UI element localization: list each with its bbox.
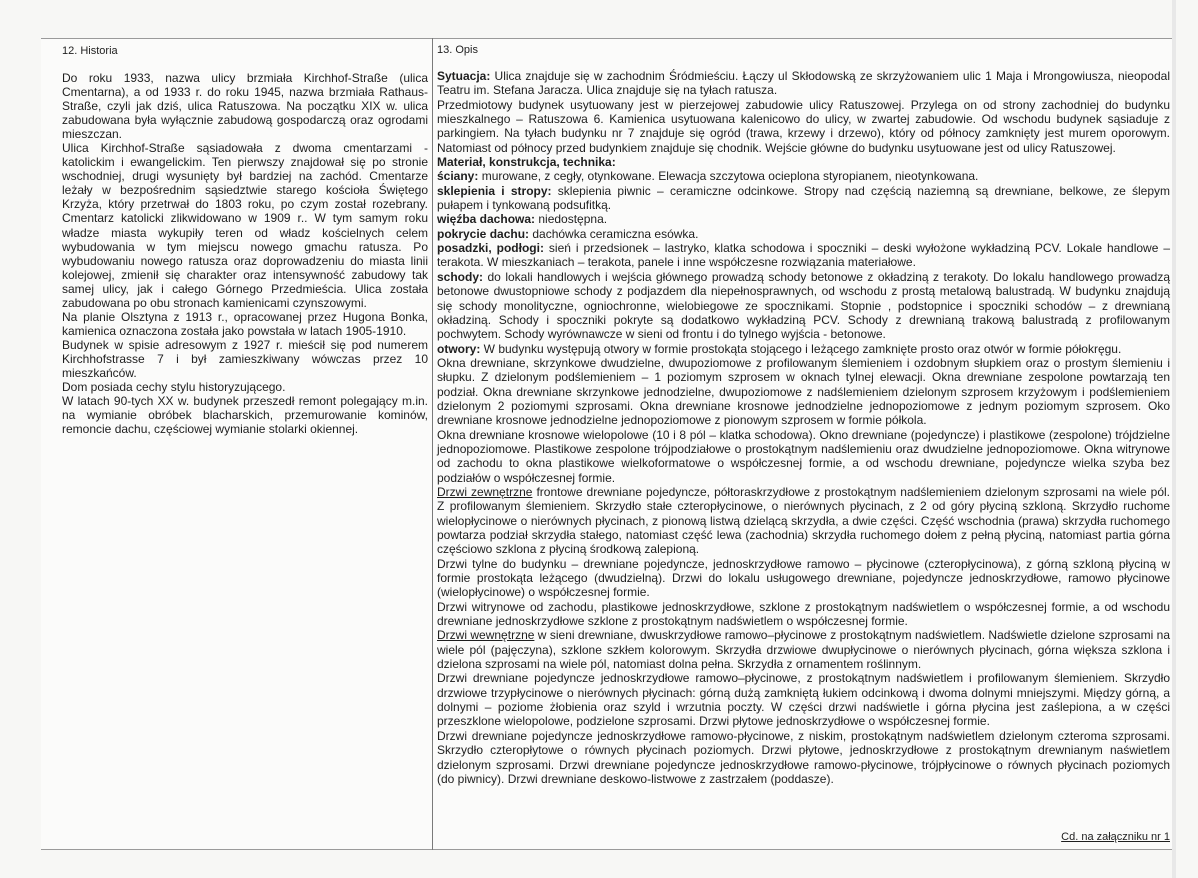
okna-paragraph: Okna drewniane, skrzynkowe dwudzielne, dwupoziomowe z profilowanym ślemieniem i ozdobnym słupkiem oraz o prostym ślemieniu i słupku. Z dzielonym podślemieniem – 1 poziomym szprosem w oknach tylnej elewacji. Okna drewniane zespolone powtarzają ten podział. Okna drewniane skrzynkowe jednodzielne, dwupoziomowe z nadślemieniem dzielonym szprosem krzyżowym i podślemieniem dzielonym 2 poziomymi szprosami. Okna drewniane krosnowe jednodzielne jednopoziomowe z jednym poziomym szprosem. Oko drewniane krosnowe jednodzielne jednopoziomowe z pionowym szprosem w formie półkola. (437, 355, 1170, 428)
opis-column (437, 69, 1170, 786)
section-heading-opis: 13. Opis (437, 44, 478, 56)
drzwi-drewniane-paragraph: Drzwi drewniane pojedyncze jednoskrzydłowe ramowo-płycinowe, z niskim, prostokątnym nadświetlem dzielonym czteroma szprosami. Skrzydło czteropłytowe o równych płycinach poziomych. Drzwi płytowe, jednoskrzydłowe z prostokątnym drewnianym naświetlem dzielonym szprosami. Drzwi drewniane pojedyncze jednoskrzydłowe ramowo-płycinowe, trójpłycinowe o równych płycinach poziomych (do piwnicy). Drzwi drewniane deskowo-listwowe z zastrzałem (poddasze). (437, 728, 1170, 786)
page-edge (1172, 0, 1176, 878)
pokrycie-paragraph: pokrycie dachu: dachówka ceramiczna esówka. (437, 226, 699, 241)
drzwi-wewnetrzne-paragraph: Drzwi wewnętrzne w sieni drewniane, dwuskrzydłowe ramowo–płycinowe z prostokątnym nadświetlem. Nadświetle dzielone szprosami na wiele pól (pajęczyna), szklone szkłem kolorowym. Skrzydła drzwiowe dwupłycinowe o nierównych płycinach, górna większa szklona i dzielona szprosami na wiele pól, natomiast dolna pełna. Skrzydła z ornamentem roślinnym. (437, 628, 1171, 672)
opis-budynku-paragraph: Przedmiotowy budynek usytuowany jest w pierzejowej zabudowie ulicy Ratuszowej. Przylega on od strony zachodniej do budynku mieszkalnego – Ratuszowa 6. Kamienica usytuowana kalenicowo do ulicy, w zwartej zabudowie. Od wschodu budynek sąsiaduje z parkingiem. Na tyłach budynku nr 7 znajduje się ogród (trawa, krzewy i drzewo), który od północy zamknięty jest murem oporowym. Natomiast od północy przed budynkiem znajduje się chodnik. Wejście główne do budynku usytuowane jest od ulicy Ratuszowej. (437, 97, 1170, 155)
drzwi-drewniane-paragraph: Drzwi drewniane pojedyncze jednoskrzydłowe ramowo–płycinowe, z prostokątnym nadświetlem i profilowanym ślemieniem. Skrzydło drzwiowe trzypłycinowe o nierównych płycinach: górną dużą zamkniętą łukiem odcinkową i dwoma dolnymi mniejszymi. Między górną, a dolnymi – poziome żłobienia oraz szyld i wrzutnia poczty. W części drzwi nadświetle i górna płycina jest zaślepiona, a w części przeszklone wielopolowe, podzielone szprosami. Drzwi płytowe jednoskrzydłowe o współczesnej formie. (437, 671, 1170, 729)
drzwi-zewnetrzne-paragraph: Drzwi zewnętrzne frontowe drewniane pojedyncze, półtoraskrzydłowe z prostokątnym nadślemieniem dzielonym szprosami na wiele pól. Z profilowanym ślemieniem. Skrzydło stałe czteropłycinowe, o nierównych płycinach, z 2 od góry płyciną szkloną. Skrzydło ruchome wielopłycinowe o nierównych płycinach, z pionową listwą dzielącą skrzydła, a dwie części. Część wschodnia (prawa) skrzydła ruchomego powtarza podział skrzydła stałego, natomiast część lewa (zachodnia) skrzydła ruchomego dołem z pełną płyciną, natomiast partia górna częściowo szklona z płyciną środkową zalepioną. (437, 484, 1171, 557)
top-border (41, 38, 1172, 39)
historia-paragraph: Na planie Olsztyna z 1913 r., opracowanej przez Hugona Bonka, kamienica oznaczona została jako powstała w latach 1905-1910. (62, 309, 428, 338)
historia-paragraph: Ulica Kirchhof-Straße sąsiadowała z dwoma cmentarzami - katolickim i ewangelickim. Ten pierwszy znajdował się po stronie wschodniej, drugi wysunięty był bardziej na zachód. Cmentarze leżały w bezpośrednim sąsiedztwie starego kościoła Świętego Krzyża, który przetrwał do 1803 roku, po czym został rozebrany. Cmentarz katolicki zlikwidowano w 1909 r.. W tym samym roku władze miasta wykupiły teren od władz kościelnych celem wybudowania w tym miejscu nowego gmachu ratusza. Po wybudowaniu nowego ratusza oraz doprowadzeniu do miasta linii kolejowej, zmienił się charakter oraz intensywność zabudowy tak samej ulicy, jak i całego Górnego Przedmieścia. Ulica została zabudowana po obu stronach kamienicami czynszowymi. (62, 141, 428, 310)
historia-paragraph: Dom posiada cechy stylu historyzującego. (62, 380, 286, 395)
material-heading: Materiał, konstrukcja, technika: (437, 155, 616, 170)
historia-paragraph: W latach 90-tych XX w. budynek przeszedł remont polegający m.in. na wymianie obróbek blacharskich, przemurowanie kominów, remoncie dachu, częściowej wymianie stolarki okiennej. (62, 394, 428, 437)
schody-paragraph: schody: do lokali handlowych i wejścia głównego prowadzą schody betonowe z okładziną z terakoty. Do lokalu handlowego prowadzą betonowe dwustopniowe schody z podjazdem dla niepełnosprawnych, od wschodu z prostą metalową balustradą. W budynku znajdują się schody monolityczne, ogniochronne, wielobiegowe ze spocznikami. Stopnie , podstopnice i spoczniki schodów – z drewnianą okładziną. Schody i spoczniki pokryte są dodatkowo wykładziną PCV. Schody z drewnianą trakową balustradą z profilowanym pochwytem. Schody wyrównawcze w sieni od frontu i do tylnego wyjścia - betonowe. (437, 269, 1170, 342)
posadzki-paragraph: posadzki, podłogi: sień i przedsionek – lastryko, klatka schodowa i spoczniki – deski wyłożone wykładziną PCV. Lokale handlowe – terakota. W mieszkaniach – terakota, panele i inne współczesne rozwiązania materiałowe. (437, 241, 1171, 270)
historia-column (62, 71, 428, 436)
continuation-note: Cd. na załączniku nr 1 (1061, 831, 1170, 843)
historia-paragraph: Do roku 1933, nazwa ulicy brzmiała Kirchhof-Straße (ulica Cmentarna), a od 1933 r. do roku 1945, nazwa brzmiała Rathaus-Straße, czyli jak dziś, ulica Ratuszowa. Na początku XIX w. ulica zabudowana była wyłącznie zabudową gospodarczą oraz ogrodami mieszczan. (62, 71, 428, 142)
sklepienia-paragraph: sklepienia i stropy: sklepienia piwnic – ceramiczne odcinkowe. Stropy nad częścią naziemną są drewniane, belkowe, ze ślepym pułapem i tynkowaną podsufitką. (437, 183, 1171, 213)
historia-paragraph: Budynek w spisie adresowym z 1927 r. mieścił się pod numerem Kirchhofstrasse 7 i był zamieszkiwany wówczas przez 10 mieszkańców. (62, 337, 428, 380)
okna-paragraph: Okna drewniane krosnowe wielopolowe (10 i 8 pól – klatka schodowa). Okno drewniane (pojedyncze) i plastikowe (zespolone) trójdzielne jednopoziomowe. Plastikowe zespolone trójpodziałowe o prostokątnym nadślemieniu oraz dwudzielne jednopoziomowe. Okna witrynowe od zachodu to okna plastikowe wielkoformatowe o współczesnej formie, a od wschodu drewniane, pojedyncze wielka szyba bez podziałów o współczesnej formie. (437, 427, 1170, 485)
otwory-paragraph: otwory: W budynku występują otwory w formie prostokąta stojącego i leżącego zamknięte prosto oraz otwór w formie półokręgu. (437, 341, 1122, 356)
sytuacja-label: Sytuacja: (437, 69, 491, 83)
drzwi-witrynowe-paragraph: Drzwi witrynowe od zachodu, plastikowe jednoskrzydłowe, szklone z prostokątnym nadświetlem o współczesnej formie, a od wschodu drewniane jednoskrzydłowe szklone z prostokątnym nadświetlem o współczesnej formie. (437, 599, 1170, 629)
wiezba-paragraph: więźba dachowa: niedostępna. (437, 212, 608, 227)
sytuacja-paragraph: Sytuacja: Ulica znajduje się w zachodnim Śródmieściu. Łączy ul Skłodowską ze skrzyżowaniem ulic 1 Maja i Mrongowiusza, nieopodal Teatru im. Stefana Jaracza. Ulica znajduje się na tyłach ratusza. (437, 69, 1170, 98)
sciany-paragraph: ściany: murowane, z cegły, otynkowane. Elewacja szczytowa ocieplona styropianem, nieotynkowana. (437, 169, 979, 184)
section-heading-historia: 12. Historia (62, 45, 118, 57)
bottom-border (41, 849, 1172, 850)
column-divider (432, 38, 433, 850)
drzwi-tylne-paragraph: Drzwi tylne do budynku – drewniane pojedyncze, jednoskrzydłowe ramowo – płycinowe (czteropłycinowa), z górną szkloną płyciną w formie prostokąta leżącego (dwudzielną). Drzwi do lokalu usługowego drewniane, pojedyncze jednoskrzydłowe, ramowo płycinowe (wielopłycinowe) o współczesnej formie. (437, 556, 1170, 600)
